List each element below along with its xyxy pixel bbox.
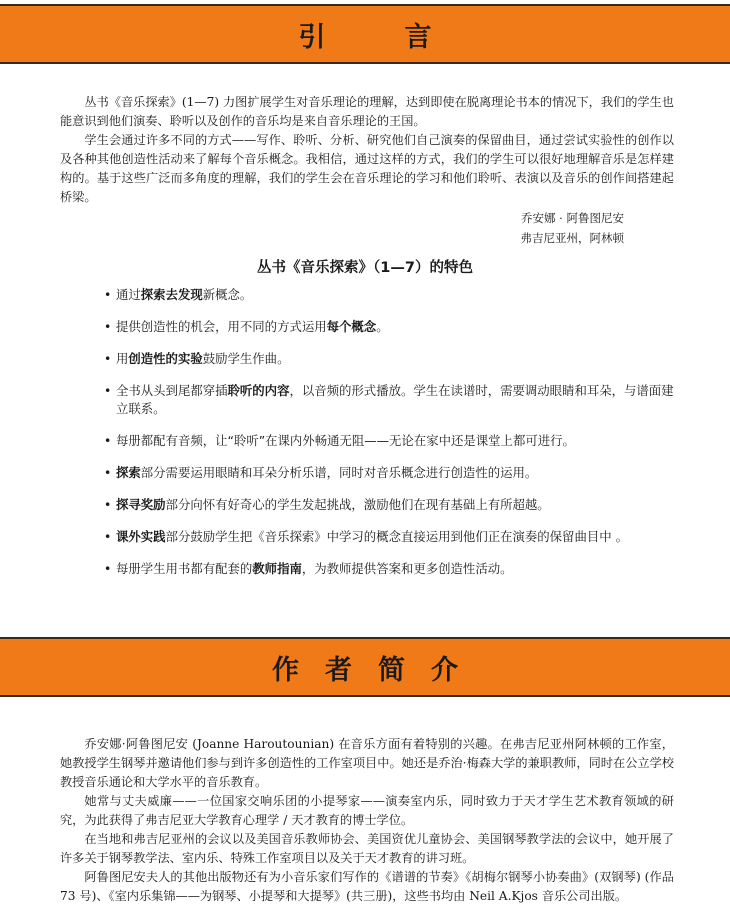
author-paragraph-3: 在当地和弗吉尼亚州的会议以及美国音乐教师协会、美国资优儿童协会、美国钢琴教学法的会议中，她开展了许多关于钢琴教学法、室内乐、特殊工作室项目以及关于天才教育的讲习班。 — [60, 832, 674, 865]
feature-item — [104, 432, 684, 450]
feature-text: 提供创造性的机会，用不同的方式运用 — [116, 319, 327, 334]
feature-highlight: 教师指南 — [252, 561, 302, 576]
feature-text: 新概念。 — [202, 287, 253, 302]
author-paragraph-2: 她常与丈夫威廉——一位国家交响乐团的小提琴家——演奏室内乐，同时致力于天才学生艺术教育领域的研究，为此获得了弗吉尼亚大学教育心理学 / 天才教育的博士学位。 — [60, 794, 674, 827]
feature-item — [104, 464, 684, 482]
feature-item — [104, 528, 684, 546]
feature-text: 每册都配有音频，让“聆听”在课内外畅通无阻——无论在家中还是课堂上都可进行。 — [116, 433, 575, 448]
feature-text: 。 — [376, 319, 389, 334]
feature-text: ，为教师提供答案和更多创造性活动。 — [301, 561, 513, 576]
feature-text: 全书从头到尾都穿插 — [116, 383, 228, 398]
intro-banner — [0, 4, 730, 64]
feature-highlight: 每个概念 — [326, 319, 377, 334]
author-title: 作者简介 — [272, 654, 484, 686]
author-paragraph-1: 乔安娜·阿鲁图尼安 (Joanne Haroutounian) 在音乐方面有着特别的兴趣。在弗吉尼亚州阿林顿的工作室，她教授学生钢琴并邀请他们参与到许多创造性的工作室项目中。她还是乔治·梅森大学的兼职教师，同时在公立学校教授音乐通论和大学水平的音乐教育。 — [60, 737, 674, 789]
feature-item — [104, 560, 684, 578]
feature-item — [104, 496, 684, 514]
feature-highlight: 创造性的实验 — [128, 351, 203, 366]
feature-text: 用 — [116, 351, 129, 366]
signature-place: 弗吉尼亚州，阿林顿 — [520, 231, 624, 245]
feature-highlight: 探寻奖励 — [116, 497, 166, 512]
feature-text: 通过 — [116, 287, 141, 302]
features-title: 丛书《音乐探索》（1—7）的特色 — [257, 260, 473, 276]
feature-text: 部分需要运用眼睛和耳朵分析乐谱，同时对音乐概念进行创造性的运用。 — [140, 465, 538, 480]
feature-item — [104, 382, 684, 418]
features-list — [104, 286, 684, 578]
feature-text: 每册学生用书都有配套的 — [116, 561, 253, 576]
intro-paragraph-2: 学生会通过许多不同的方式——写作、聆听、分析、研究他们自己演奏的保留曲目，通过尝试实验性的创作以及各种其他创造性活动来了解每个音乐概念。我相信，通过这样的方式，我们的学生可以很好地理解音乐是怎样建构的。基于这些广泛而多角度的理解，我们的学生会在音乐理论的学习和他们聆听、表演以及音乐的创作间搭建起桥梁。 — [60, 133, 674, 204]
feature-highlight: 聆听的内容 — [227, 383, 290, 398]
feature-item — [104, 350, 684, 368]
feature-text: 部分向怀有好奇心的学生发起挑战，激励他们在现有基础上有所超越。 — [165, 497, 550, 512]
feature-item — [104, 286, 684, 304]
author-paragraph-4: 阿鲁图尼安夫人的其他出版物还有为小音乐家们写作的《谱谱的节奏》《胡梅尔钢琴小协奏曲》(双钢琴) (作品 73 号)、《室内乐集锦——为钢琴、小提琴和大提琴》(共三册)，这些书均由 Neil A.Kjos 音乐公司出版。 — [60, 870, 674, 903]
feature-highlight: 探索 — [116, 465, 141, 480]
intro-title: 引 言 — [298, 21, 458, 53]
feature-text: 部分鼓励学生把《音乐探索》中学习的概念直接运用到他们正在演奏的保留曲目中 。 — [165, 529, 628, 544]
feature-text: 鼓励学生作曲。 — [202, 351, 290, 366]
feature-highlight: 课外实践 — [116, 529, 166, 544]
intro-paragraph-1: 丛书《音乐探索》(1—7) 力图扩展学生对音乐理论的理解，达到即使在脱离理论书本的情况下，我们的学生也能意识到他们演奏、聆听以及创作的音乐均是来自音乐理论的王国。 — [60, 95, 674, 128]
feature-highlight: 探索去发现 — [140, 287, 203, 302]
feature-text: ，以音频的形式播放。学生在读谱时，需要调动眼睛和耳朵，与谱面建立联系。 — [116, 383, 674, 416]
feature-item — [104, 318, 684, 336]
author-banner — [0, 637, 730, 697]
signature-name: 乔安娜 · 阿鲁图尼安 — [521, 211, 624, 225]
